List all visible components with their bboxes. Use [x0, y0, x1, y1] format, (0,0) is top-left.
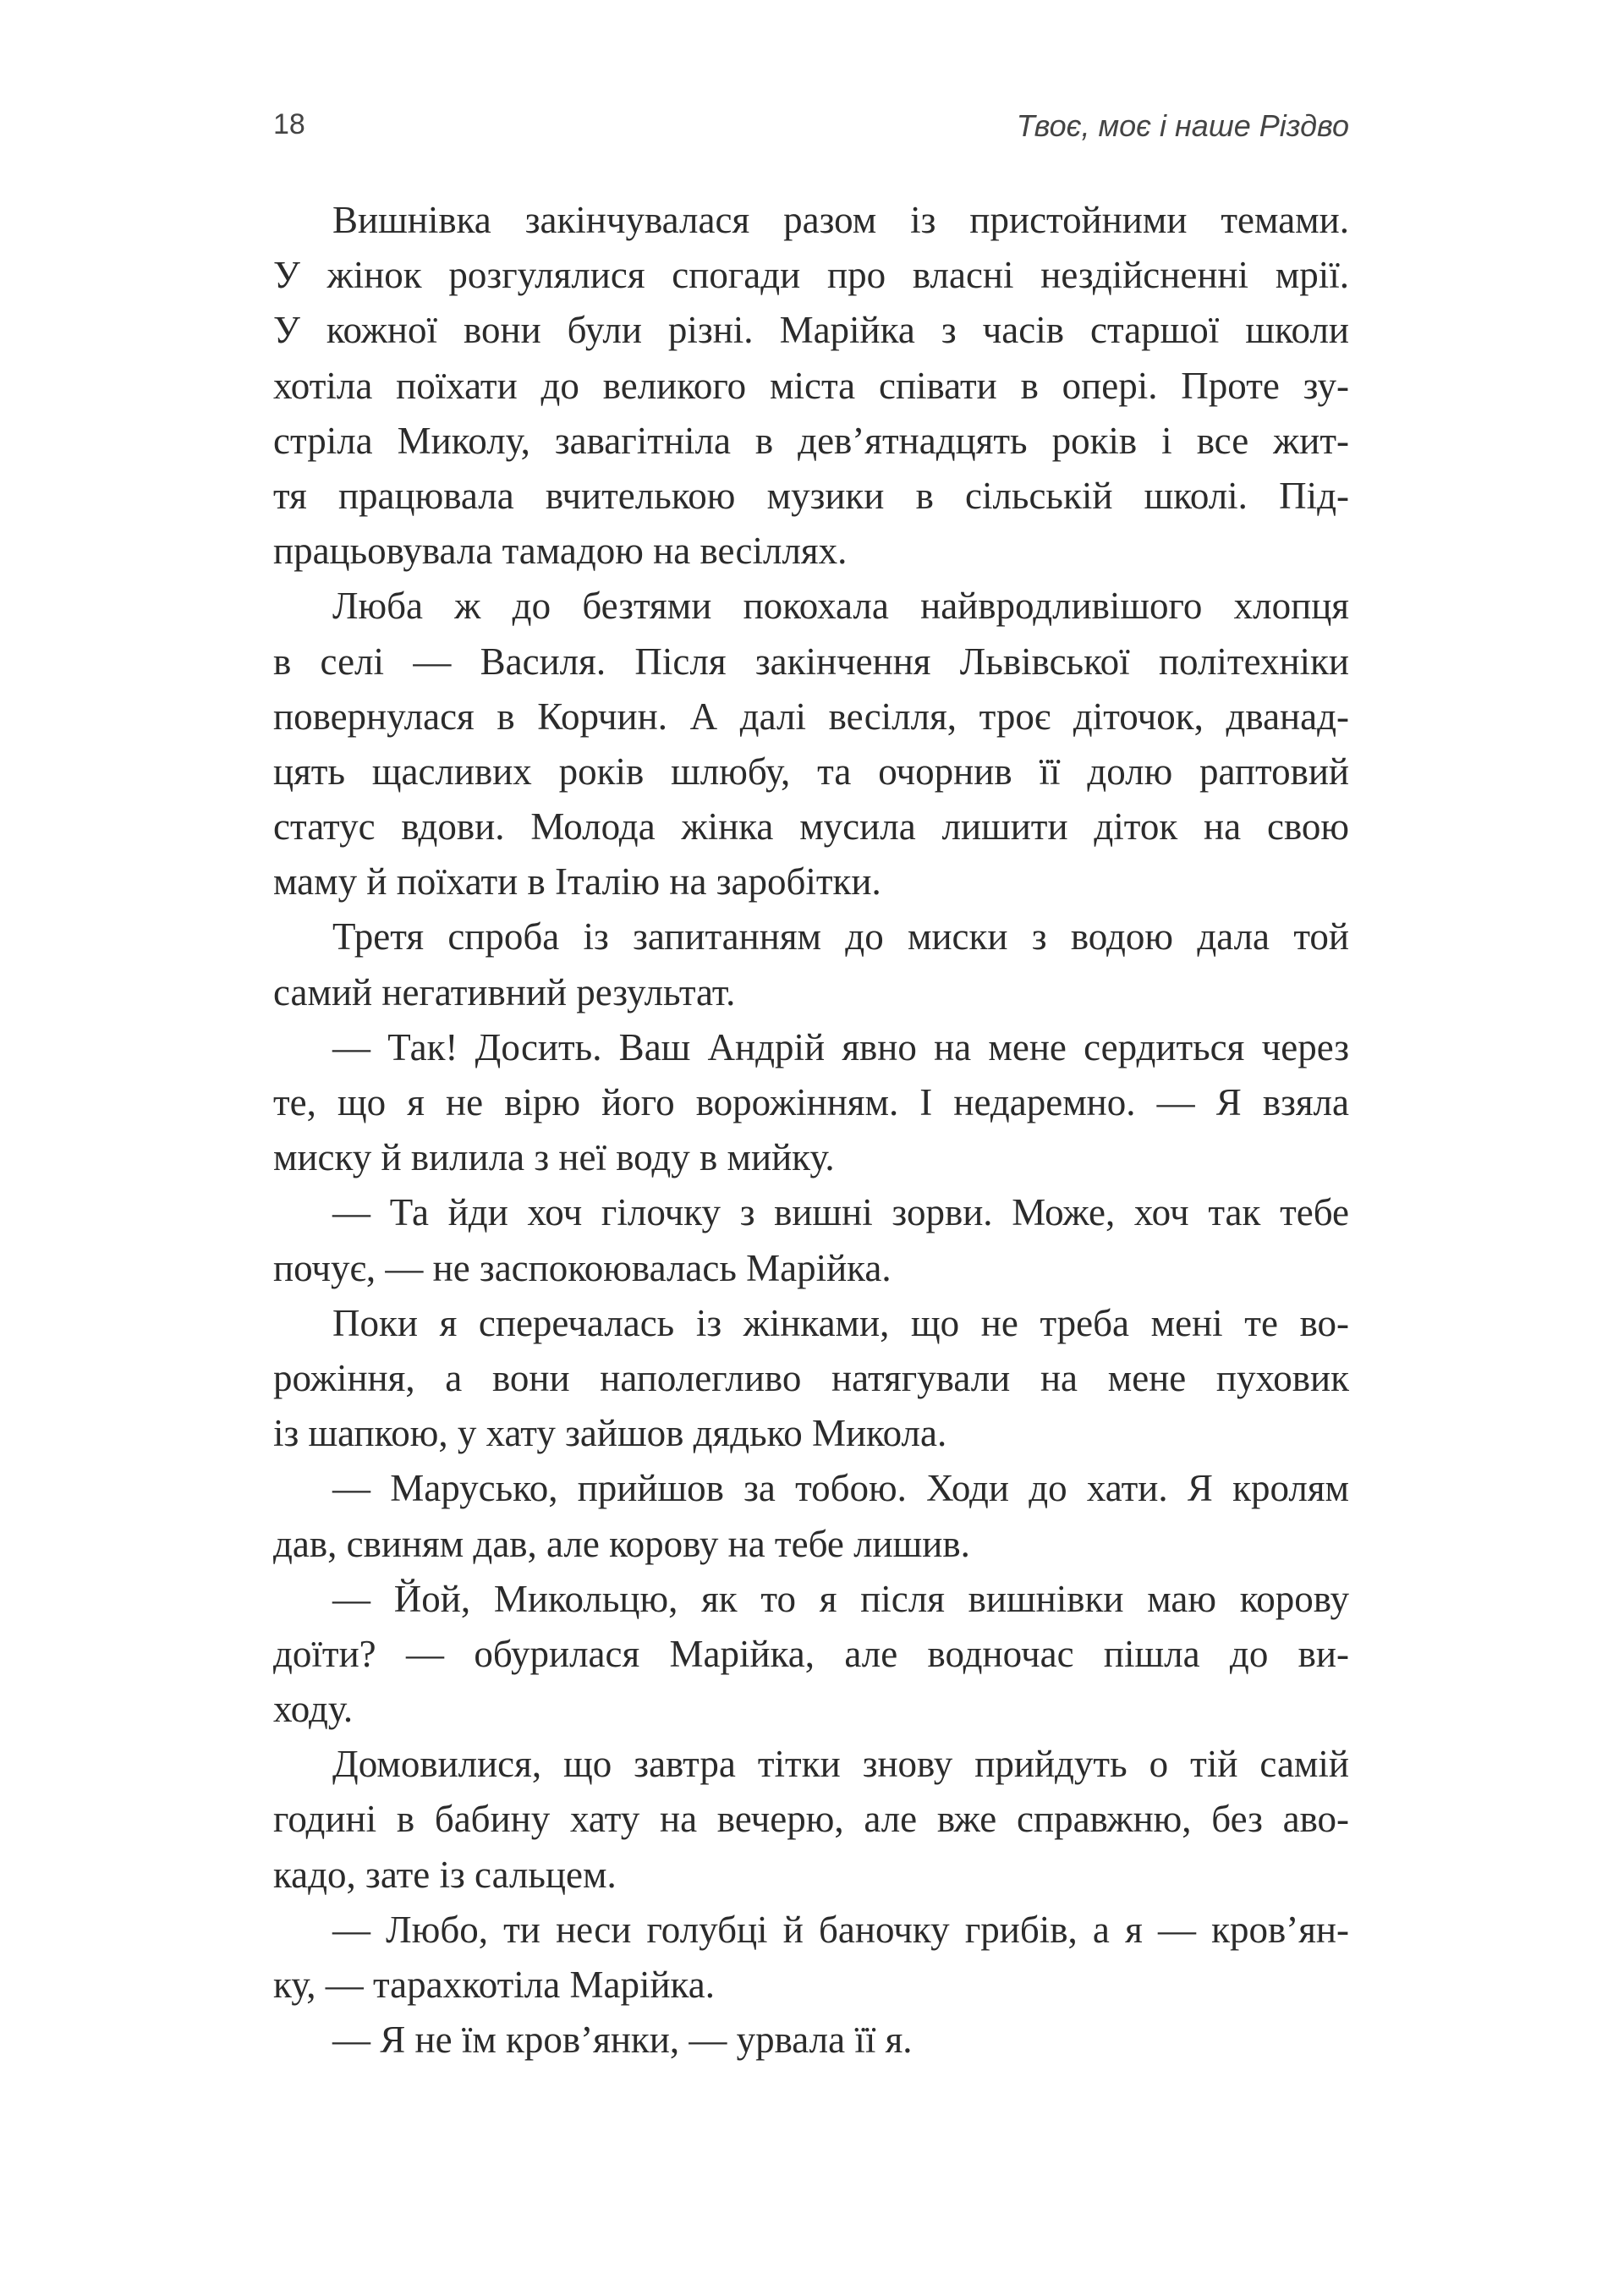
- running-title: Твоє, моє і наше Різдво: [1016, 108, 1349, 143]
- text-line: те, що я не вірю його ворожінням. І недаремно. — Я взяла: [273, 1081, 1349, 1123]
- text-line: У кожної вони були різні. Марійка з часів старшої школи: [273, 309, 1349, 352]
- text-line: цять щасливих років шлюбу, та очорнив її долю раптовий: [273, 750, 1349, 793]
- text-line: ходу.: [273, 1688, 354, 1731]
- paragraph: [273, 193, 1349, 579]
- paragraph: [273, 579, 1349, 909]
- text-line: статус вдови. Молода жінка мусила лишити діток на свою: [273, 805, 1349, 849]
- text-line: — Йой, Микольцю, як то я після вишнівки маю корову: [332, 1577, 1349, 1620]
- text-line: самий негативний результат.: [273, 970, 736, 1013]
- text-line: маму й поїхати в Італію на заробітки.: [273, 860, 881, 904]
- text-line: доїти? — обурилася Марійка, але водночас пішла до ви-: [273, 1632, 1349, 1675]
- text-line: годині в бабину хату на вечерю, але вже справжню, без аво-: [273, 1798, 1349, 1841]
- text-line: — Так! Досить. Ваш Андрій явно на мене сердиться через: [332, 1025, 1349, 1068]
- text-line: — Та йди хоч гілочку з вишні зорви. Може, хоч так тебе: [332, 1191, 1349, 1234]
- text-line: із шапкою, у хату зайшов дядько Микола.: [273, 1412, 947, 1455]
- text-line: Поки я сперечалась із жінками, що не треба мені те во-: [332, 1301, 1349, 1344]
- text-line: Третя спроба із запитанням до миски з водою дала той: [332, 915, 1349, 958]
- text-line: стріла Миколу, завагітніла в дев’ятнадцять років і все жит-: [273, 419, 1349, 462]
- text-line: кадо, зате із сальцем.: [273, 1853, 617, 1896]
- paragraph: [273, 1903, 1349, 2013]
- paragraph: [273, 1296, 1349, 1462]
- text-line: в селі — Василя. Після закінчення Львівської політехніки: [273, 640, 1349, 683]
- paragraph: [273, 1461, 1349, 1571]
- text-line: працьовувала тамадою на весіллях.: [273, 530, 848, 573]
- text-line: миску й вилила з неї воду в мийку.: [273, 1136, 835, 1179]
- text-line: Люба ж до безтями покохала найвродливішого хлопця: [332, 585, 1349, 628]
- text-line: рожіння, а вони наполегливо натягували на мене пуховик: [273, 1356, 1349, 1399]
- text-line: — Марусько, прийшов за тобою. Ходи до хати. Я кролям: [332, 1467, 1349, 1510]
- paragraph: [273, 1185, 1349, 1295]
- text-line: — Я не їм кров’янки, — урвала її я.: [332, 2019, 913, 2062]
- text-line: Вишнівка закінчувалася разом із пристойними темами.: [332, 199, 1349, 241]
- paragraph: [273, 1737, 1349, 1903]
- text-line: Домовилися, що завтра тітки знову прийдуть о тій самій: [332, 1743, 1349, 1786]
- paragraph: [273, 2013, 1349, 2068]
- paragraph: [273, 909, 1349, 1019]
- text-line: повернулася в Корчин. А далі весілля, троє діточок, дванад-: [273, 695, 1349, 738]
- page-number: 18: [273, 108, 305, 140]
- paragraph: [273, 1020, 1349, 1186]
- text-line: — Любо, ти неси голубці й баночку грибів, а я — кров’ян-: [332, 1908, 1349, 1951]
- page-header: [273, 108, 1349, 151]
- body-text: [273, 193, 1349, 2068]
- paragraph: [273, 1572, 1349, 1738]
- text-line: дав, свиням дав, але корову на тебе лишив.: [273, 1522, 970, 1565]
- text-line: ку, — тарахкотіла Марійка.: [273, 1964, 715, 2006]
- text-line: почує, — не заспокоювалась Марійка.: [273, 1246, 892, 1289]
- text-line: У жінок розгулялися спогади про власні нездійсненні мрії.: [273, 254, 1349, 297]
- text-line: тя працювала вчителькою музики в сільській школі. Під-: [273, 474, 1349, 517]
- text-line: хотіла поїхати до великого міста співати в опері. Проте зу-: [273, 364, 1349, 407]
